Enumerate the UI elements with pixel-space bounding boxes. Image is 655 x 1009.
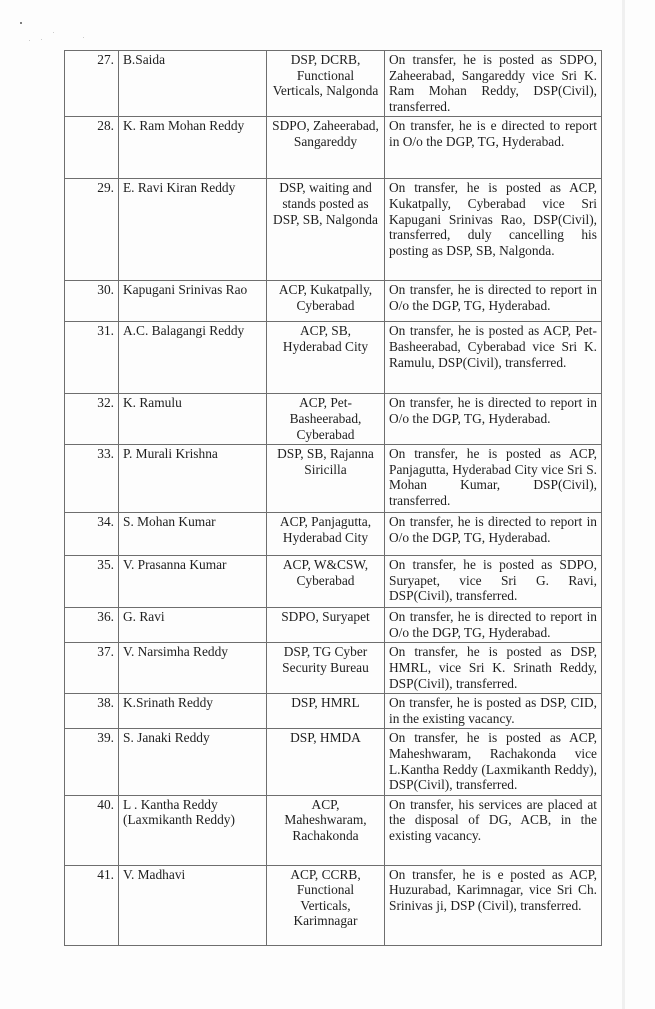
table-row: [65, 608, 602, 643]
officer-name: P. Murali Krishna: [119, 445, 267, 513]
transfer-orders-table: [64, 50, 602, 946]
officer-name: E. Ravi Kiran Reddy: [119, 179, 267, 281]
scan-speck: [41, 39, 42, 40]
serial-number: 27.: [65, 51, 119, 117]
serial-number: 33.: [65, 445, 119, 513]
present-posting: ACP, Kukatpally, Cyberabad: [267, 281, 385, 322]
present-posting: DSP, TG Cyber Security Bureau: [267, 643, 385, 694]
present-posting: ACP, Pet-Basheerabad, Cyberabad: [267, 394, 385, 445]
table-row: [65, 445, 602, 513]
officer-name: Kapugani Srinivas Rao: [119, 281, 267, 322]
officer-name: S. Janaki Reddy: [119, 729, 267, 795]
table-body: [65, 51, 602, 946]
remarks: On transfer, his services are placed at the disposal of DG, ACB, in the existing vacancy.: [385, 795, 602, 865]
serial-number: 36.: [65, 608, 119, 643]
remarks: On transfer, he is directed to report in O/o the DGP, TG, Hyderabad.: [385, 608, 602, 643]
present-posting: DSP, HMDA: [267, 729, 385, 795]
serial-number: 38.: [65, 694, 119, 729]
remarks: On transfer, he is posted as SDPO, Zaheerabad, Sangareddy vice Sri K. Ram Mohan Reddy, DSP(Civil), transferred.: [385, 51, 602, 117]
officer-name: V. Prasanna Kumar: [119, 556, 267, 608]
officer-name: V. Narsimha Reddy: [119, 643, 267, 694]
present-posting: ACP, W&CSW, Cyberabad: [267, 556, 385, 608]
remarks: On transfer, he is posted as ACP, Maheshwaram, Rachakonda vice L.Kantha Reddy (Laxmikanth Reddy), DSP(Civil), transferred.: [385, 729, 602, 795]
table-row: [65, 117, 602, 179]
table-row: [65, 795, 602, 865]
present-posting: ACP, SB, Hyderabad City: [267, 322, 385, 394]
remarks: On transfer, he is directed to report in O/o the DGP, TG, Hyderabad.: [385, 513, 602, 556]
serial-number: 34.: [65, 513, 119, 556]
officer-name: B.Saida: [119, 51, 267, 117]
officer-name: A.C. Balagangi Reddy: [119, 322, 267, 394]
scan-speck: [20, 22, 22, 24]
officer-name: K. Ram Mohan Reddy: [119, 117, 267, 179]
table-row: [65, 322, 602, 394]
table-row: [65, 729, 602, 795]
serial-number: 31.: [65, 322, 119, 394]
officer-name: S. Mohan Kumar: [119, 513, 267, 556]
officer-name: K. Ramulu: [119, 394, 267, 445]
remarks: On transfer, he is directed to report in O/o the DGP, TG, Hyderabad.: [385, 394, 602, 445]
table-row: [65, 179, 602, 281]
serial-number: 40.: [65, 795, 119, 865]
scan-speck: [29, 40, 30, 41]
remarks: On transfer, he is posted as ACP, Pet-Basheerabad, Cyberabad vice Sri K. Ramulu, DSP(Civil), transferred.: [385, 322, 602, 394]
present-posting: DSP, waiting and stands posted as DSP, SB, Nalgonda: [267, 179, 385, 281]
present-posting: SDPO, Zaheerabad, Sangareddy: [267, 117, 385, 179]
serial-number: 29.: [65, 179, 119, 281]
table-row: [65, 281, 602, 322]
scan-speck: [53, 32, 54, 33]
remarks: On transfer, he is posted as DSP, HMRL, vice Sri K. Srinath Reddy, DSP(Civil), transferred.: [385, 643, 602, 694]
remarks: On transfer, he is posted as SDPO, Suryapet, vice Sri G. Ravi, DSP(Civil), transferred.: [385, 556, 602, 608]
scan-edge-shadow: [622, 0, 625, 1009]
scan-speck: [83, 37, 84, 38]
table-row: [65, 513, 602, 556]
present-posting: DSP, HMRL: [267, 694, 385, 729]
remarks: On transfer, he is posted as ACP, Kukatpally, Cyberabad vice Sri Kapugani Srinivas Rao, DSP(Civil), transferred, duly cancelling his posting as DSP, SB, Nalgonda.: [385, 179, 602, 281]
remarks: On transfer, he is e directed to report in O/o the DGP, TG, Hyderabad.: [385, 117, 602, 179]
serial-number: 28.: [65, 117, 119, 179]
remarks: On transfer, he is e posted as ACP, Huzurabad, Karimnagar, vice Sri Ch. Srinivas ji, DSP (Civil), transferred.: [385, 865, 602, 945]
serial-number: 41.: [65, 865, 119, 945]
serial-number: 39.: [65, 729, 119, 795]
present-posting: ACP, Maheshwaram, Rachakonda: [267, 795, 385, 865]
officer-name: K.Srinath Reddy: [119, 694, 267, 729]
serial-number: 32.: [65, 394, 119, 445]
remarks: On transfer, he is posted as ACP, Panjagutta, Hyderabad City vice Sri S. Mohan Kumar, DSP(Civil), transferred.: [385, 445, 602, 513]
present-posting: ACP, CCRB, Functional Verticals, Karimnagar: [267, 865, 385, 945]
table-row: [65, 51, 602, 117]
officer-name: L . Kantha Reddy (Laxmikanth Reddy): [119, 795, 267, 865]
table-row: [65, 556, 602, 608]
present-posting: SDPO, Suryapet: [267, 608, 385, 643]
table-row: [65, 394, 602, 445]
officer-name: V. Madhavi: [119, 865, 267, 945]
table-row: [65, 694, 602, 729]
present-posting: DSP, SB, Rajanna Siricilla: [267, 445, 385, 513]
table-row: [65, 643, 602, 694]
serial-number: 37.: [65, 643, 119, 694]
officer-name: G. Ravi: [119, 608, 267, 643]
remarks: On transfer, he is directed to report in O/o the DGP, TG, Hyderabad.: [385, 281, 602, 322]
present-posting: DSP, DCRB, Functional Verticals, Nalgonda: [267, 51, 385, 117]
table-row: [65, 865, 602, 945]
serial-number: 30.: [65, 281, 119, 322]
present-posting: ACP, Panjagutta, Hyderabad City: [267, 513, 385, 556]
remarks: On transfer, he is posted as DSP, CID, in the existing vacancy.: [385, 694, 602, 729]
serial-number: 35.: [65, 556, 119, 608]
